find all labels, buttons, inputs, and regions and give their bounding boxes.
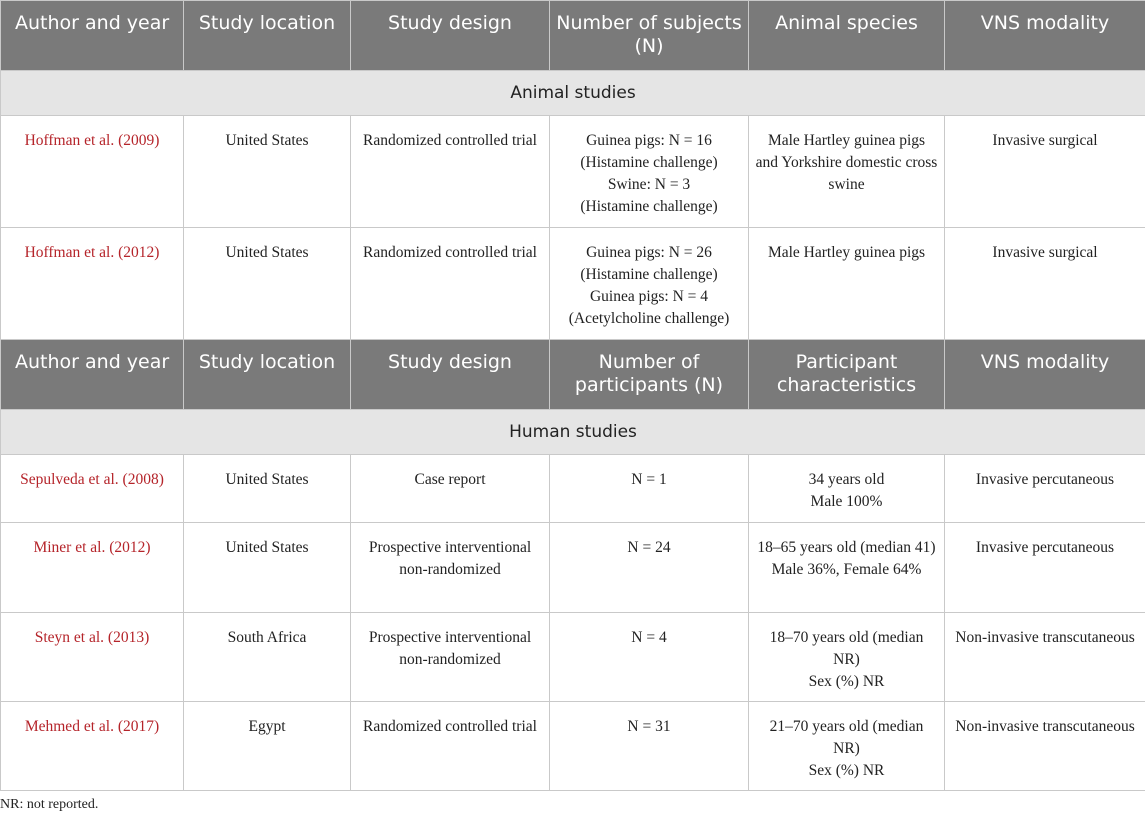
- design-cell: Case report: [351, 455, 550, 523]
- header-animal-species: Animal species: [749, 1, 945, 71]
- participants-cell: N = 4: [550, 613, 749, 702]
- characteristics-cell: [749, 613, 945, 702]
- characteristics-cell: [749, 702, 945, 791]
- author-cell: Steyn et al. (2013): [1, 613, 184, 702]
- header-participant-characteristics: Participant characteristics: [749, 340, 945, 410]
- design-cell: Randomized controlled trial: [351, 228, 550, 340]
- section-title-animal: Animal studies: [1, 71, 1145, 116]
- header-study-design: Study design: [351, 1, 550, 71]
- table-row: [1, 116, 1145, 228]
- subjects-line: Guinea pigs: N = 4: [589, 288, 709, 305]
- design-cell: Randomized controlled trial: [351, 116, 550, 228]
- human-header-row: [1, 340, 1145, 410]
- characteristics-line: 34 years old: [808, 471, 885, 488]
- modality-cell: Invasive surgical: [945, 116, 1145, 228]
- table-row: [1, 613, 1145, 702]
- participants-cell: N = 31: [550, 702, 749, 791]
- design-cell: Prospective interventional non-randomized: [351, 613, 550, 702]
- header-study-location: Study location: [184, 1, 351, 71]
- header-number-participants: Number of participants (N): [550, 340, 749, 410]
- author-cell: Mehmed et al. (2017): [1, 702, 184, 791]
- subjects-line: Guinea pigs: N = 16: [586, 132, 712, 149]
- characteristics-line: 18–70 years old (median NR): [769, 629, 924, 668]
- location-cell: Egypt: [184, 702, 351, 791]
- modality-cell: Non-invasive transcutaneous: [945, 613, 1145, 702]
- modality-cell: Invasive surgical: [945, 228, 1145, 340]
- header-author-year: Author and year: [1, 1, 184, 71]
- characteristics-line: 21–70 years old (median NR): [769, 718, 924, 757]
- section-title-human: Human studies: [1, 410, 1145, 455]
- table-footnote: NR: not reported.: [0, 797, 99, 812]
- design-cell: Randomized controlled trial: [351, 702, 550, 791]
- location-cell: United States: [184, 228, 351, 340]
- header-vns-modality: VNS modality: [945, 1, 1145, 71]
- location-cell: South Africa: [184, 613, 351, 702]
- characteristics-cell: [749, 523, 945, 613]
- header-author-year: Author and year: [1, 340, 184, 410]
- author-cell: Sepulveda et al. (2008): [1, 455, 184, 523]
- header-vns-modality: VNS modality: [945, 340, 1145, 410]
- design-cell: Prospective interventional non-randomized: [351, 523, 550, 613]
- characteristics-line: 18–65 years old (median 41): [757, 539, 936, 556]
- human-section-row: [1, 410, 1145, 455]
- modality-cell: Non-invasive transcutaneous: [945, 702, 1145, 791]
- location-cell: United States: [184, 523, 351, 613]
- characteristics-cell: [749, 455, 945, 523]
- author-cell: Hoffman et al. (2009): [1, 116, 184, 228]
- subjects-line: (Histamine challenge): [580, 154, 718, 171]
- table-row: [1, 228, 1145, 340]
- location-cell: United States: [184, 116, 351, 228]
- animal-header-row: [1, 1, 1145, 71]
- characteristics-line: Sex (%) NR: [808, 762, 885, 779]
- species-cell: Male Hartley guinea pigs and Yorkshire domestic cross swine: [749, 116, 945, 228]
- subjects-line: (Acetylcholine challenge): [568, 310, 730, 327]
- location-cell: United States: [184, 455, 351, 523]
- characteristics-line: Sex (%) NR: [808, 673, 885, 690]
- subjects-line: (Histamine challenge): [580, 266, 718, 283]
- subjects-cell: [550, 228, 749, 340]
- modality-cell: Invasive percutaneous: [945, 523, 1145, 613]
- author-cell: Miner et al. (2012): [1, 523, 184, 613]
- subjects-line: (Histamine challenge): [580, 198, 718, 215]
- header-number-subjects: Number of subjects (N): [550, 1, 749, 71]
- table-row: [1, 523, 1145, 613]
- header-study-location: Study location: [184, 340, 351, 410]
- subjects-line: Swine: N = 3: [607, 176, 691, 193]
- author-cell: Hoffman et al. (2012): [1, 228, 184, 340]
- participants-cell: N = 24: [550, 523, 749, 613]
- table-row: [1, 455, 1145, 523]
- species-cell: Male Hartley guinea pigs: [749, 228, 945, 340]
- modality-cell: Invasive percutaneous: [945, 455, 1145, 523]
- characteristics-line: Male 36%, Female 64%: [771, 561, 922, 578]
- subjects-line: Guinea pigs: N = 26: [586, 244, 712, 261]
- header-study-design: Study design: [351, 340, 550, 410]
- characteristics-line: Male 100%: [810, 493, 883, 510]
- animal-section-row: [1, 71, 1145, 116]
- table-row: [1, 702, 1145, 791]
- subjects-cell: [550, 116, 749, 228]
- participants-cell: N = 1: [550, 455, 749, 523]
